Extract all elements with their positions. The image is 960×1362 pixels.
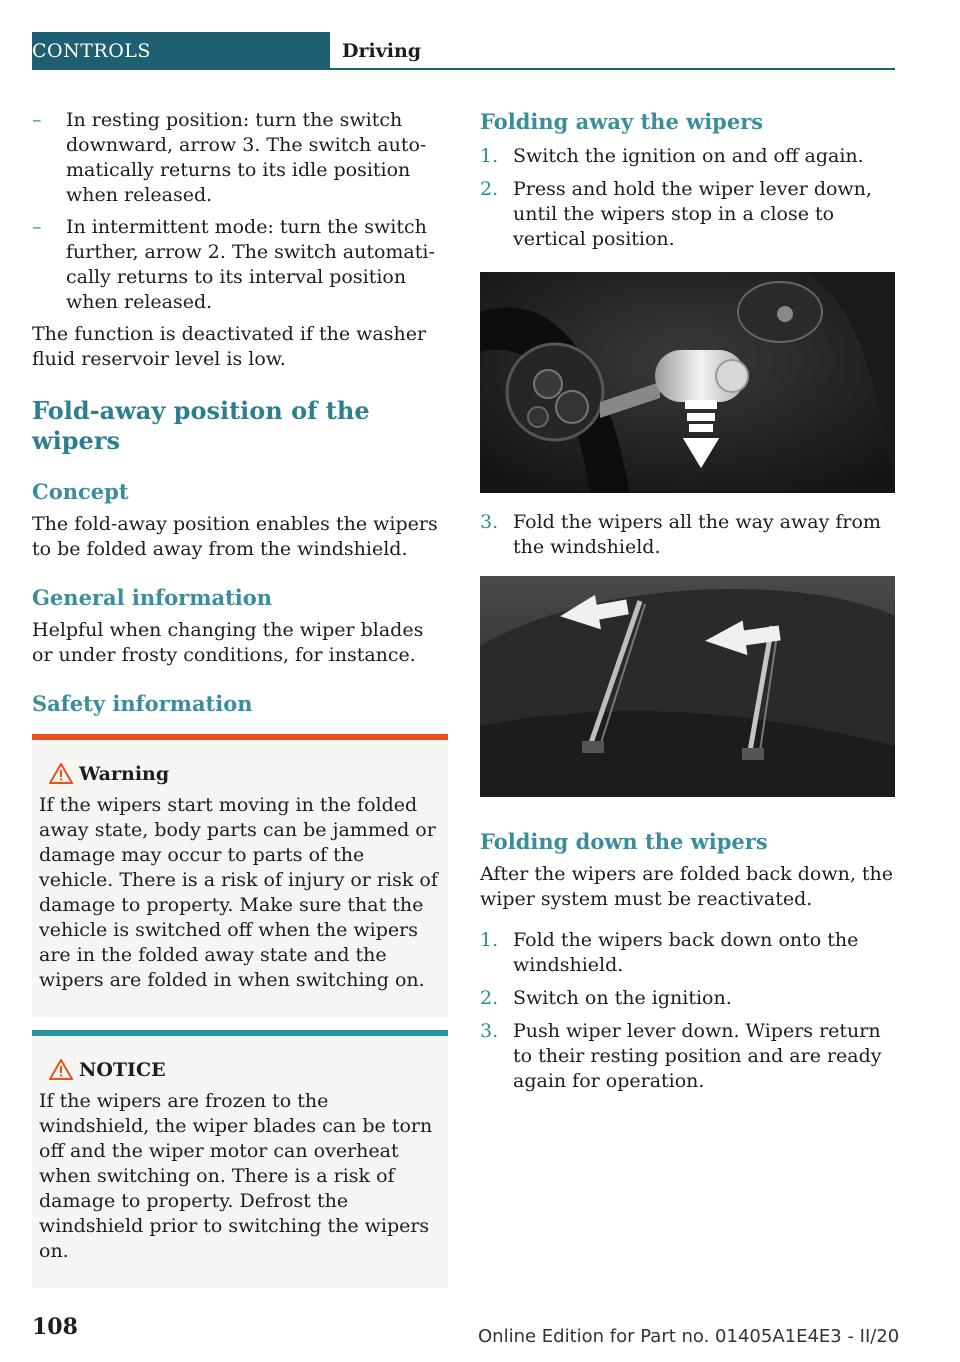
wiper-lever-photo bbox=[480, 272, 895, 493]
edition-note: Online Edition for Part no. 01405A1E4E3 - II/20 bbox=[478, 1326, 900, 1347]
warning-title: Warning bbox=[39, 762, 438, 787]
section-label: CONTROLS bbox=[32, 32, 330, 70]
list-item: 1. Switch the ignition on and off again. bbox=[480, 145, 864, 167]
warning-box bbox=[32, 734, 448, 1017]
notice-box bbox=[32, 1030, 448, 1288]
left-column bbox=[32, 108, 448, 1288]
folding-down-intro: After the wipers are folded back down, the wiper system must be reactivated. bbox=[480, 863, 894, 910]
notice-text: If the wipers are frozen to the windshield, the wiper blades can be torn off and the wiper motor can overheat when switching on. There is a risk of damage to property. Defrost the windshield prior to switching the wipers on. bbox=[39, 1090, 433, 1262]
subheading-folding-away: Folding away the wipers bbox=[480, 109, 764, 134]
warning-triangle-icon bbox=[49, 763, 73, 784]
notice-title: NOTICE bbox=[39, 1058, 438, 1083]
concept-text: The fold-away position enables the wipers to be folded away from the windshield. bbox=[32, 513, 438, 560]
chapter-title: Driving bbox=[342, 40, 422, 62]
header-rule bbox=[330, 68, 895, 70]
list-item: – In resting position: turn the switch downward, arrow 3. The switch automatically returns to its idle position when released. bbox=[32, 109, 427, 206]
washer-note: The function is deactivated if the washer fluid reservoir level is low. bbox=[32, 323, 427, 370]
list-item: 2. Press and hold the wiper lever down, until the wipers stop in a close to vertical position. bbox=[480, 178, 872, 250]
warning-triangle-icon bbox=[49, 1059, 73, 1080]
subheading-folding-down: Folding down the wipers bbox=[480, 829, 768, 854]
list-item: 3. Push wiper lever down. Wipers return to their resting position and are ready again for operation. bbox=[480, 1020, 882, 1092]
general-text: Helpful when changing the wiper blades or under frosty conditions, for instance. bbox=[32, 619, 424, 666]
subheading-safety: Safety information bbox=[32, 691, 253, 716]
subheading-concept: Concept bbox=[32, 479, 129, 504]
subheading-general: General information bbox=[32, 585, 273, 610]
section-heading: Fold-away position of the wipers bbox=[32, 396, 370, 455]
list-item: 2. Switch on the ignition. bbox=[480, 987, 732, 1009]
page-number: 108 bbox=[32, 1314, 78, 1340]
warning-text: If the wipers start moving in the folded away state, body parts can be jammed or damage may occur to parts of the vehicle. There is a risk of injury or risk of damage to property. Make sure that the vehicle is switched off when the wipers are in the folded away state and the wipers are folded in when switching on. bbox=[39, 794, 438, 991]
list-item: – In intermittent mode: turn the switch further, arrow 2. The switch automatically returns to its interval position when released. bbox=[32, 216, 435, 313]
list-item: 1. Fold the wipers back down onto the windshield. bbox=[480, 929, 859, 976]
right-column bbox=[480, 108, 895, 1102]
list-item: 3. Fold the wipers all the way away from the windshield. bbox=[480, 511, 881, 558]
page-header bbox=[32, 32, 895, 70]
windshield-wipers-photo bbox=[480, 576, 895, 797]
